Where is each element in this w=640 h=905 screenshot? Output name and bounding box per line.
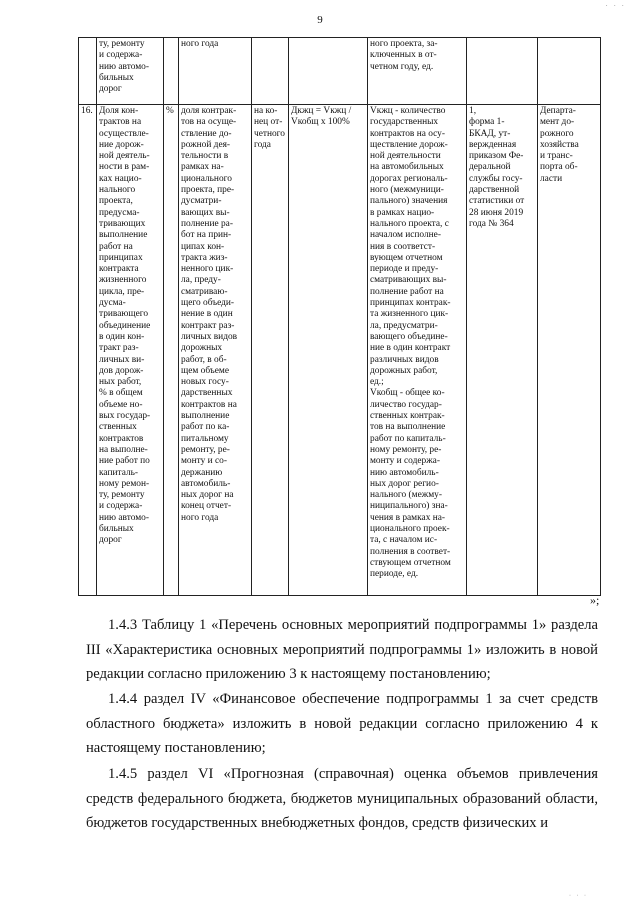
cell-definition: доля контрак- тов на осуще- ствление до- рожной дея- тельности в рамках на- ционального проекта, пре- дусматри- вающих вы- полнение ра- бот на прин- ципах кон- тракта жиз- ненного цик- ла, преду- сматриваю- щего объеди- нение в один контракт раз- личных видов дорожных работ, в об- щем объеме новых госу- дарственных контрактов на выполнение работ по ка- питальному ремонту, ре- монту и со- держанию автомобиль- ных дорог на конец отчет- ного года	[179, 105, 252, 596]
paragraph-1-4-4: 1.4.4 раздел IV «Финансовое обеспечение подпрограммы 1 за счет средств областного бюджета» изложить в новой редакции согласно приложению 4 к настоящему постановлению;	[86, 691, 598, 756]
cell-formula	[289, 38, 368, 105]
cell-formula: Дкжц = Vкжц / Vкобщ х 100%	[289, 105, 368, 596]
bottom-mark: · · ·	[569, 893, 588, 899]
paragraph-1-4-5: 1.4.5 раздел VI «Прогнозная (справочная) оценка объемов привлечения средств федерального бюджета, бюджетов муниципальных образований области, бюджетов государственных внебюджетных фондов, средств физических и	[86, 766, 598, 831]
cell-responsible	[538, 38, 601, 105]
cell-period: на ко- нец от- четного года	[252, 105, 289, 596]
paragraph-1-4-3: 1.4.3 Таблицу 1 «Перечень основных мероприятий подпрограммы 1» раздела III «Характеристика основных мероприятий подпрограммы 1» изложить в новой редакции согласно приложению 3 к настоящему постановлению;	[86, 617, 598, 682]
cell-name: ту, ремонту и содержа- нию автомо- бильных дорог	[97, 38, 164, 105]
closing-quote: »;	[590, 593, 600, 607]
corner-mark: · · ·	[605, 2, 626, 10]
cell-responsible: Департа- мент до- рожного хозяйства и транс- порта об- ласти	[538, 105, 601, 596]
cell-source: 1, форма 1- БКАД, ут- вержденная приказом Фе- деральной службы госу- дарственной статистики от 28 июня 2019 года № 364	[467, 105, 538, 596]
table-row	[79, 105, 601, 596]
cell-unit	[164, 38, 179, 105]
cell-params: Vкжц - количество государственных контрактов на осу- ществление дорож- ной деятельности на автомобильных дорогах региональ- ного (межмуници- пального) значения в рамках нацио- нального проекта, с началом исполне- ния в соответст- вующем отчетном периоде и преду- сматривающих вы- полнение работ на принципах контрак- та жизненного цик- ла, предусматри- вающего объедине- ние в один контракт различных видов дорожных работ, ед.; Vкобщ - общее ко- личество государ- ственных контрак- тов на выполнение работ по капиталь- ному ремонту, ре- монту и содержа- нию автомобиль- ных дорог регио- нального (межму- ниципального) зна- чения в рамках на- ционального проек- та, с началом ис- полнения в соответ- ствующем отчетном периоде, ед.	[368, 105, 467, 596]
cell-num	[79, 38, 97, 105]
table-row	[79, 38, 601, 105]
cell-source	[467, 38, 538, 105]
cell-unit: %	[164, 105, 179, 596]
cell-num: 16.	[79, 105, 97, 596]
cell-params: ного проекта, за- ключенных в от- четном году, ед.	[368, 38, 467, 105]
cell-name: Доля кон- трактов на осуществле- ние дорож- ной деятель- ности в рам- ках нацио- нального проекта, предусма- тривающих выполнение работ на принципах контракта жизненного цикла, пре- дусма- тривающего объединение в один кон- тракт раз- личных ви- дов дорож- ных работ, % в общем объеме но- вых государ- ственных контрактов на выполне- ние работ по капиталь- ному ремон- ту, ремонту и содержа- нию автомо- бильных дорог	[97, 105, 164, 596]
page-number: 9	[317, 14, 323, 26]
indicator-table	[78, 37, 601, 596]
cell-period	[252, 38, 289, 105]
cell-definition: ного года	[179, 38, 252, 105]
